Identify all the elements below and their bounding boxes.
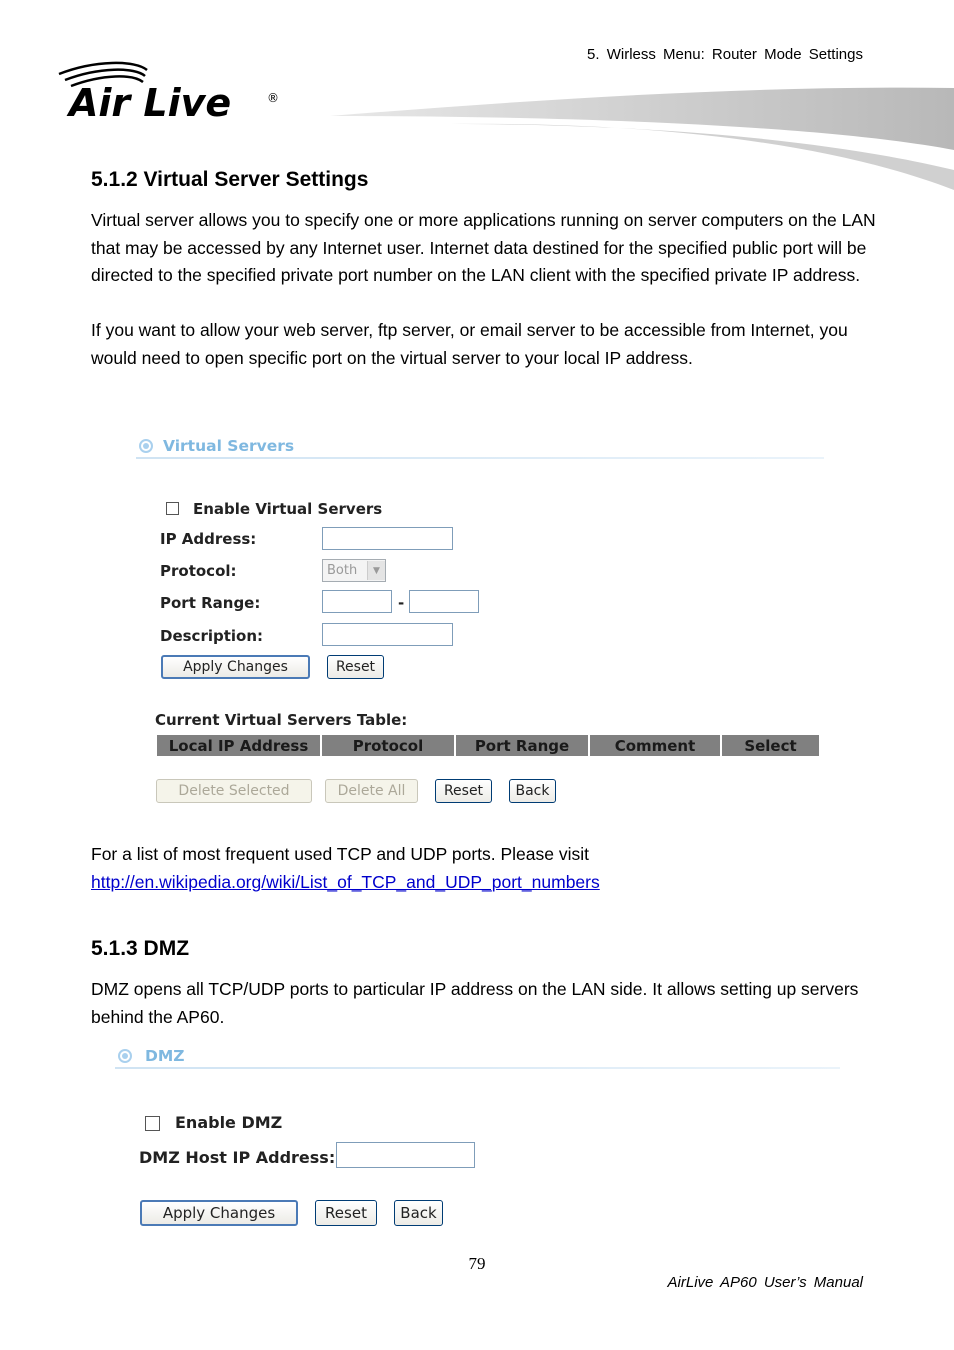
enable-dmz-checkbox[interactable]: [145, 1116, 160, 1131]
dmz-panel: [115, 1040, 845, 1236]
port-range-label: Port Range:: [160, 594, 261, 612]
virtual-server-description: [91, 207, 881, 372]
delete-all-button[interactable]: Delete All: [325, 779, 418, 803]
port-range-start-input[interactable]: [322, 590, 392, 613]
chapter-header: 5. Wirless Menu: Router Mode Settings: [587, 46, 863, 63]
virtual-servers-table-header: [157, 735, 819, 756]
apply-changes-button[interactable]: Apply Changes: [161, 655, 310, 679]
ip-address-label: IP Address:: [160, 530, 257, 548]
protocol-label: Protocol:: [160, 562, 237, 580]
panel-header: [139, 437, 294, 455]
port-range-dash: -: [398, 594, 405, 612]
paragraph: DMZ opens all TCP/UDP ports to particular IP address on the LAN side. It allows setting up servers behind the AP60.: [91, 979, 859, 1027]
reset-table-button[interactable]: Reset: [435, 779, 492, 803]
protocol-value: Both: [327, 563, 358, 578]
svg-text:Air Live: Air Live: [69, 81, 232, 124]
reset-button[interactable]: Reset: [315, 1200, 377, 1226]
paragraph: Virtual server allows you to specify one or more applications running on server computers on the LAN that may be accessed by any Internet user. Internet data destined for the specified public port will be directed to the specified private port number on the LAN client with the specified private IP address.: [91, 210, 876, 285]
manual-footer: AirLive AP60 User’s Manual: [667, 1274, 863, 1291]
enable-dmz-label: Enable DMZ: [175, 1113, 283, 1132]
description-input[interactable]: [322, 623, 453, 646]
port-range-end-input[interactable]: [409, 590, 479, 613]
virtual-servers-panel: [136, 430, 824, 810]
header-swoosh-graphic: [330, 80, 954, 200]
airlive-logo: [55, 58, 285, 124]
divider: [136, 457, 824, 459]
wikipedia-port-list-link[interactable]: http://en.wikipedia.org/wiki/List_of_TCP_and_UDP_port_numbers: [91, 871, 600, 892]
panel-title: Virtual Servers: [163, 437, 295, 455]
enable-virtual-servers-checkbox[interactable]: [166, 502, 179, 515]
dmz-host-ip-label: DMZ Host IP Address:: [139, 1148, 336, 1167]
back-button[interactable]: Back: [509, 779, 556, 803]
svg-text:®: ®: [267, 91, 279, 105]
column-header-local-ip: Local IP Address: [157, 735, 320, 756]
ports-note-text: For a list of most frequent used TCP and UDP ports. Please visit: [91, 844, 590, 864]
page-number: 79: [468, 1254, 486, 1273]
table-title: Current Virtual Servers Table:: [155, 711, 408, 729]
divider: [115, 1067, 840, 1069]
ip-address-input[interactable]: [322, 527, 453, 550]
back-button[interactable]: Back: [394, 1200, 443, 1226]
apply-changes-button[interactable]: Apply Changes: [140, 1200, 298, 1226]
bullet-circle-icon: [139, 439, 153, 453]
reset-button[interactable]: Reset: [327, 655, 384, 679]
paragraph: If you want to allow your web server, ftp server, or email server to be accessible from Internet, you would need to open specific port on the virtual server to your local IP address.: [91, 320, 848, 368]
column-header-select: Select: [722, 735, 819, 756]
section-title-dmz: 5.1.3 DMZ: [91, 937, 190, 960]
protocol-select[interactable]: [322, 559, 386, 582]
chevron-down-icon: ▼: [367, 561, 385, 580]
dmz-description: [91, 976, 881, 1031]
column-header-protocol: Protocol: [322, 735, 454, 756]
ports-note: [91, 841, 881, 896]
delete-selected-button[interactable]: Delete Selected: [156, 779, 312, 803]
description-label: Description:: [160, 627, 264, 645]
column-header-comment: Comment: [590, 735, 720, 756]
section-title-virtual-server: 5.1.2 Virtual Server Settings: [91, 168, 369, 191]
panel-title: DMZ: [145, 1047, 185, 1065]
dmz-host-ip-input[interactable]: [336, 1142, 475, 1168]
bullet-circle-icon: [118, 1049, 132, 1063]
enable-virtual-servers-label: Enable Virtual Servers: [193, 500, 383, 518]
column-header-port-range: Port Range: [456, 735, 588, 756]
panel-header: [118, 1047, 185, 1065]
